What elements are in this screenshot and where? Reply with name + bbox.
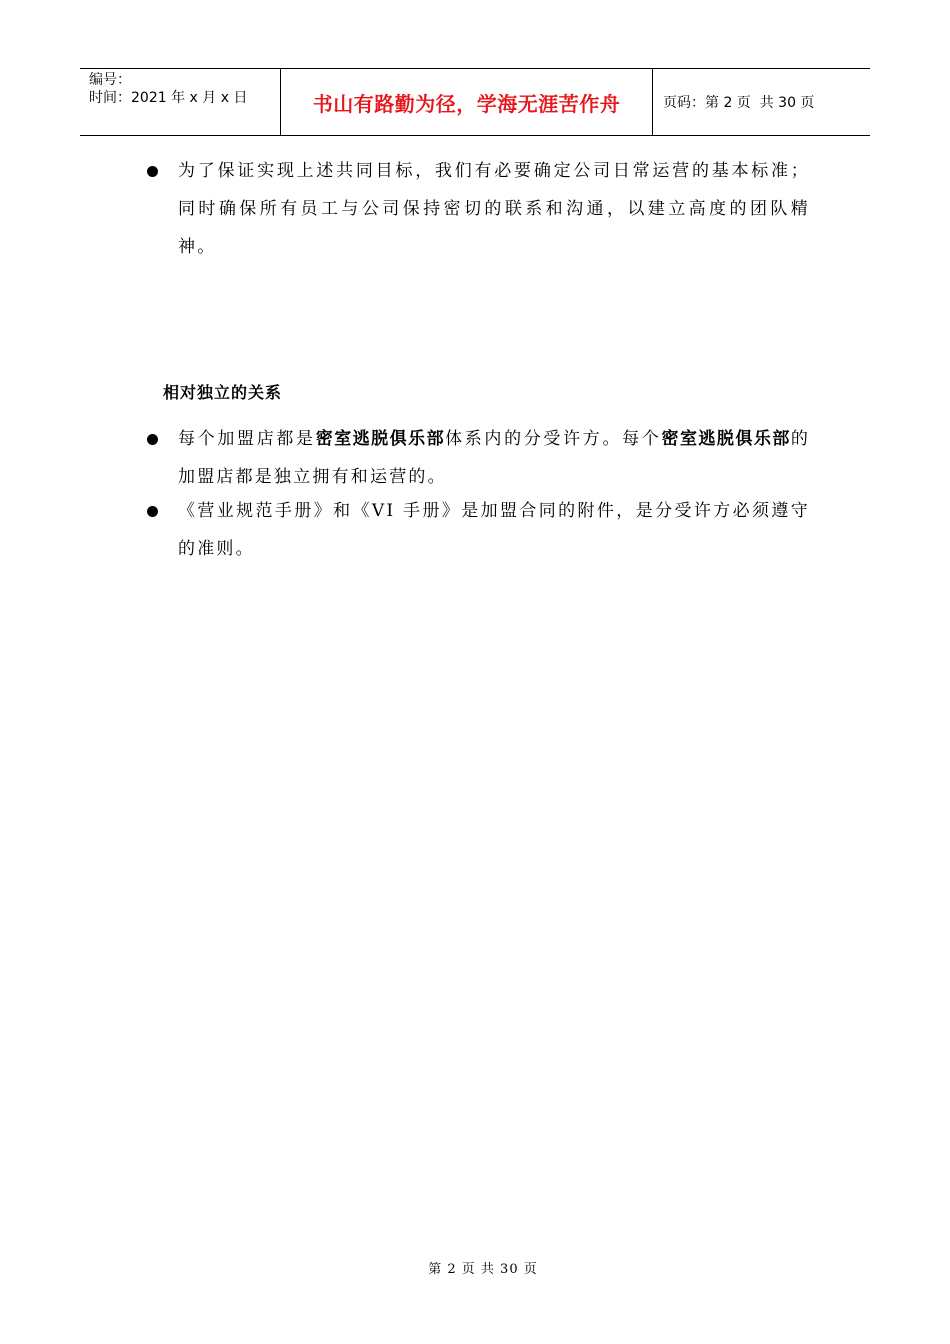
header-meta-cell — [80, 69, 281, 135]
header-page-info: 页码：第 2 页 共 30 页 — [663, 95, 815, 111]
document-number-label: 编号： — [89, 72, 131, 88]
page-header — [80, 68, 870, 136]
paragraph-common-goals: 为了保证实现上述共同目标，我们有必要确定公司日常运营的基本标准；同时确保所有员工与公司保持密切的联系和沟通，以建立高度的团队精神。 — [178, 161, 810, 257]
paragraph-text: 的加盟店都是独立拥有和运营的。 — [178, 429, 811, 487]
paragraph-franchise-ownership — [178, 420, 810, 496]
paragraph-text: 每个加盟店都是 — [178, 429, 316, 449]
section-title: 相对独立的关系 — [163, 383, 283, 402]
paragraph-manuals: 《营业规范手册》和《VI 手册》是加盟合同的附件，是分受许方必须遵守的准则。 — [178, 501, 810, 559]
document-date: 时间：2021 年 x 月 x 日 — [89, 90, 248, 106]
header-page-info-cell — [653, 69, 870, 135]
bullet-point — [147, 506, 158, 517]
page-footer — [0, 1258, 950, 1277]
brand-name: 密室逃脱俱乐部 — [315, 429, 446, 449]
footer-page-number: 第 2 页 共 30 页 — [428, 1262, 538, 1277]
bullet-point — [147, 166, 158, 177]
header-motto: 书山有路勤为径，学海无涯苦作舟 — [281, 69, 653, 135]
bullet-point — [147, 434, 158, 445]
paragraph-text: 体系内的分受许方。每个 — [445, 429, 662, 449]
brand-name: 密室逃脱俱乐部 — [661, 429, 791, 449]
